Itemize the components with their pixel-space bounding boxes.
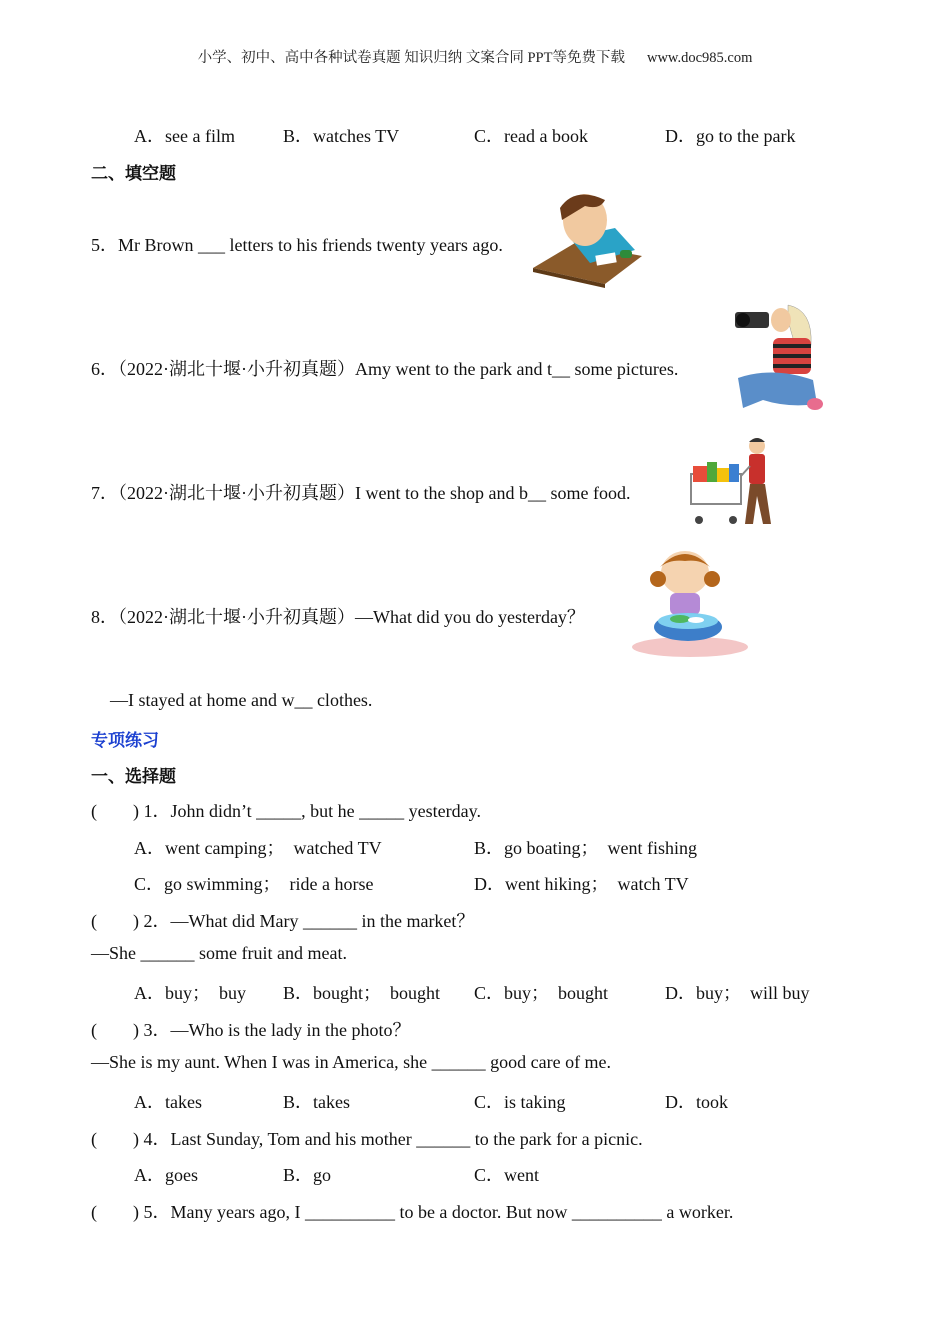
mc-q3-option-b: B．takes: [283, 1092, 350, 1112]
mc-q1-option-b: B．go boating； went fishing: [474, 838, 697, 858]
mc-question-2: ( ) 2．—What did Mary ______ in the market？: [91, 911, 475, 931]
mc-q4-option-c: C．went: [474, 1165, 539, 1185]
mc-q2-option-c: C．buy； bought: [474, 983, 609, 1003]
mc-q3-option-a: A．takes: [134, 1092, 202, 1112]
mc-question-4: ( ) 4．Last Sunday, Tom and his mother ______ to the park for a picnic.: [91, 1129, 643, 1149]
page-header: [0, 46, 950, 67]
mc-question-3: ( ) 3．—Who is the lady in the photo？: [91, 1020, 411, 1040]
section-choice-title: 一、选择题: [91, 767, 176, 787]
fill-question-8-answer: —I stayed at home and w__ clothes.: [110, 690, 373, 710]
mc-q4-option-a: A．goes: [134, 1165, 198, 1185]
mc-question-3-line2: —She is my aunt. When I was in America, she ______ good care of me.: [91, 1052, 612, 1072]
fill-question-6: 6．（2022·湖北十堰·小升初真题）Amy went to the park and t__ some pictures.: [91, 359, 679, 379]
mc-question-1: ( ) 1．John didn’t _____, but he _____ yesterday.: [91, 801, 481, 821]
fill-question-8: 8．（2022·湖北十堰·小升初真题）—What did you do yesterday？: [91, 607, 585, 627]
mc-q2-option-a: A．buy； buy: [134, 983, 246, 1003]
mc-q1-option-d: D．went hiking； watch TV: [474, 874, 689, 894]
header-text: 小学、初中、高中各种试卷真题 知识归纳 文案合同 PPT等免费下载: [197, 50, 625, 66]
mc-question-5: ( ) 5．Many years ago, I __________ to be a doctor. But now __________ a worker.: [91, 1202, 734, 1222]
option-a: A．see a film: [134, 126, 235, 146]
girl-washing-clothes-illustration: [630, 547, 750, 659]
mc-q3-option-d: D．took: [665, 1092, 728, 1112]
mc-q4-option-b: B．go: [283, 1165, 332, 1185]
option-b: B．watches TV: [283, 126, 400, 146]
mc-q1-option-a: A．went camping； watched TV: [134, 838, 382, 858]
shopping-cart-illustration: [683, 436, 781, 532]
fill-question-7: 7．（2022·湖北十堰·小升初真题）I went to the shop and b__ some food.: [91, 483, 631, 503]
mc-question-2-line2: —She ______ some fruit and meat.: [91, 943, 347, 963]
section-fill-title: 二、填空题: [91, 164, 176, 184]
mc-q2-option-b: B．bought； bought: [283, 983, 441, 1003]
mc-q2-option-d: D．buy； will buy: [665, 983, 810, 1003]
mc-q1-option-c: C．go swimming； ride a horse: [134, 874, 374, 894]
mc-q3-option-c: C．is taking: [474, 1092, 566, 1112]
practice-title: 专项练习: [91, 731, 159, 751]
fill-question-5: 5．Mr Brown ___ letters to his friends twenty years ago.: [91, 235, 503, 255]
header-site: www.doc985.com: [646, 50, 753, 66]
option-d: D．go to the park: [665, 126, 796, 146]
option-c: C．read a book: [474, 126, 588, 146]
man-writing-illustration: [530, 188, 645, 288]
girl-taking-photo-illustration: [733, 300, 825, 418]
